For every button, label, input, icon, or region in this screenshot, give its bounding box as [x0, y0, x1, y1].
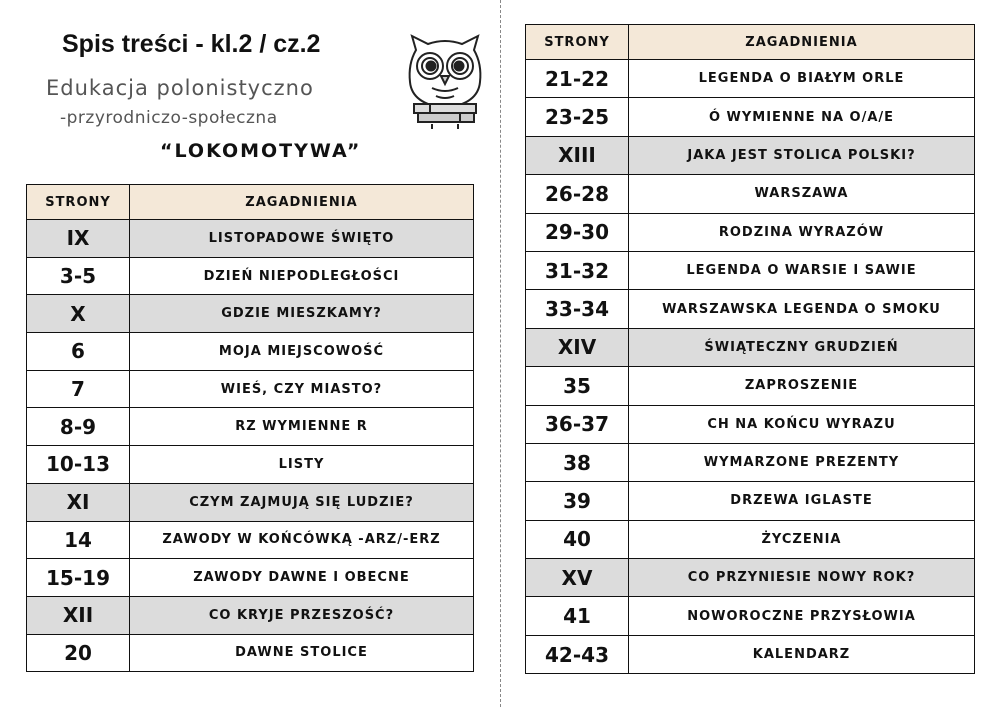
table-header-row — [27, 185, 474, 220]
table-row — [27, 257, 474, 295]
table-row — [526, 175, 975, 213]
section-row — [27, 596, 474, 634]
topic-cell: DRZEWA IGLASTE — [629, 482, 975, 520]
table-row — [27, 333, 474, 371]
topic-cell: CH NA KOŃCU WYRAZU — [629, 405, 975, 443]
page-range-cell: XIII — [526, 136, 629, 174]
topic-cell: CO PRZYNIESIE NOWY ROK? — [629, 559, 975, 597]
pages-column-header: STRONY — [526, 25, 629, 60]
section-row — [526, 136, 975, 174]
topic-cell: LEGENDA O WARSIE I SAWIE — [629, 251, 975, 289]
page-range-cell: 41 — [526, 597, 629, 635]
page-range-cell: 8-9 — [27, 408, 130, 446]
page-range-cell: XI — [27, 483, 130, 521]
owl-with-books-icon — [402, 30, 488, 130]
topic-cell: ZAWODY DAWNE I OBECNE — [130, 559, 474, 597]
topic-cell: Ó WYMIENNE NA O/A/E — [629, 98, 975, 136]
topic-cell: ZAPROSZENIE — [629, 367, 975, 405]
topics-column-header: ZAGADNIENIA — [629, 25, 975, 60]
table-row — [27, 408, 474, 446]
page-range-cell: XV — [526, 559, 629, 597]
topic-cell: JAKA JEST STOLICA POLSKI? — [629, 136, 975, 174]
table-row — [526, 213, 975, 251]
topic-cell: RZ WYMIENNE R — [130, 408, 474, 446]
table-row — [27, 446, 474, 484]
page-range-cell: 21-22 — [526, 60, 629, 98]
table-row — [27, 521, 474, 559]
topic-cell: CO KRYJE PRZESZOŚĆ? — [130, 596, 474, 634]
subject-line-2: -przyrodniczo-społeczna — [60, 108, 278, 128]
subject-line-1: Edukacja polonistyczno — [46, 76, 314, 100]
page-range-cell: 26-28 — [526, 175, 629, 213]
topic-cell: GDZIE MIESZKAMY? — [130, 295, 474, 333]
page-range-cell: X — [27, 295, 130, 333]
topic-cell: WARSZAWSKA LEGENDA O SMOKU — [629, 290, 975, 328]
toc-table-right — [525, 24, 975, 674]
toc-table-left — [26, 184, 474, 672]
page-range-cell: 14 — [27, 521, 130, 559]
pages-column-header: STRONY — [27, 185, 130, 220]
topic-cell: WYMARZONE PREZENTY — [629, 443, 975, 481]
topic-cell: KALENDARZ — [629, 635, 975, 673]
topic-cell: DZIEŃ NIEPODLEGŁOŚCI — [130, 257, 474, 295]
section-row — [27, 295, 474, 333]
page-range-cell: XIV — [526, 328, 629, 366]
topic-cell: LISTOPADOWE ŚWIĘTO — [130, 220, 474, 258]
topic-cell: WARSZAWA — [629, 175, 975, 213]
table-row — [27, 559, 474, 597]
page-title: Spis treści - kl.2 / cz.2 — [62, 30, 321, 58]
table-row — [526, 635, 975, 673]
page-range-cell: 15-19 — [27, 559, 130, 597]
table-row — [526, 367, 975, 405]
table-row — [27, 634, 474, 672]
page-range-cell: 36-37 — [526, 405, 629, 443]
table-row — [526, 520, 975, 558]
topic-cell: CZYM ZAJMUJĄ SIĘ LUDZIE? — [130, 483, 474, 521]
topic-cell: WIEŚ, CZY MIASTO? — [130, 370, 474, 408]
topic-cell: NOWOROCZNE PRZYSŁOWIA — [629, 597, 975, 635]
page-range-cell: 29-30 — [526, 213, 629, 251]
topic-cell: ŚWIĄTECZNY GRUDZIEŃ — [629, 328, 975, 366]
topic-cell: RODZINA WYRAZÓW — [629, 213, 975, 251]
section-row — [27, 220, 474, 258]
table-header-row — [526, 25, 975, 60]
book-series-name: “LOKOMOTYWA” — [160, 140, 362, 162]
page-range-cell: 6 — [27, 333, 130, 371]
page-range-cell: XII — [27, 596, 130, 634]
table-row — [526, 405, 975, 443]
table-row — [526, 98, 975, 136]
table-row — [526, 597, 975, 635]
page-range-cell: 3-5 — [27, 257, 130, 295]
topics-column-header: ZAGADNIENIA — [130, 185, 474, 220]
section-row — [526, 328, 975, 366]
topic-cell: LISTY — [130, 446, 474, 484]
table-row — [526, 60, 975, 98]
topic-cell: ŻYCZENIA — [629, 520, 975, 558]
page-range-cell: 35 — [526, 367, 629, 405]
page-range-cell: 20 — [27, 634, 130, 672]
page-range-cell: 31-32 — [526, 251, 629, 289]
page-range-cell: 38 — [526, 443, 629, 481]
page-range-cell: 23-25 — [526, 98, 629, 136]
page-range-cell: 10-13 — [27, 446, 130, 484]
topic-cell: MOJA MIEJSCOWOŚĆ — [130, 333, 474, 371]
page-range-cell: 40 — [526, 520, 629, 558]
table-row — [526, 443, 975, 481]
page-range-cell: 42-43 — [526, 635, 629, 673]
page-range-cell: 39 — [526, 482, 629, 520]
table-row — [526, 251, 975, 289]
topic-cell: DAWNE STOLICE — [130, 634, 474, 672]
table-row — [27, 370, 474, 408]
page-range-cell: IX — [27, 220, 130, 258]
page-range-cell: 7 — [27, 370, 130, 408]
page-range-cell: 33-34 — [526, 290, 629, 328]
section-row — [526, 559, 975, 597]
topic-cell: ZAWODY W KOŃCÓWKĄ -ARZ/-ERZ — [130, 521, 474, 559]
section-row — [27, 483, 474, 521]
table-row — [526, 290, 975, 328]
table-row — [526, 482, 975, 520]
page-fold-divider — [500, 0, 501, 707]
topic-cell: LEGENDA O BIAŁYM ORLE — [629, 60, 975, 98]
